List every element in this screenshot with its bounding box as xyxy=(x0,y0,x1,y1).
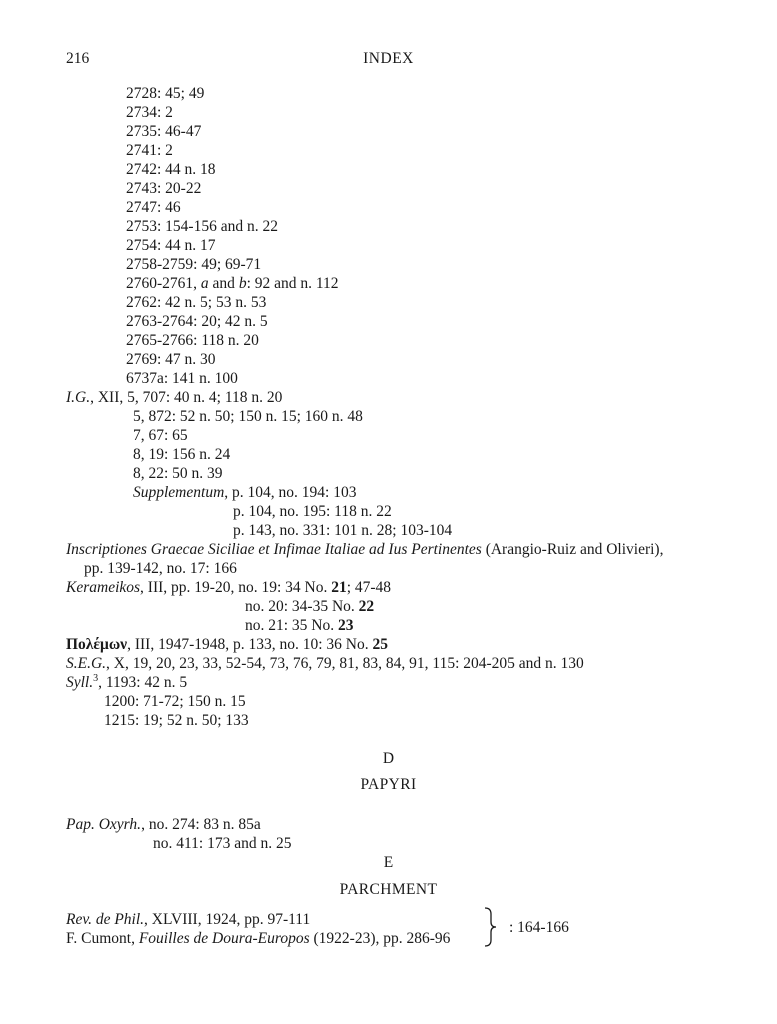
section-title-papyri: PAPYRI xyxy=(360,776,417,793)
index-entry-text: no. 411: 173 and n. 25 xyxy=(153,835,292,852)
index-entry-text: 7, 67: 65 xyxy=(133,427,188,444)
index-entry-text: , 1193: 42 n. 5 xyxy=(98,674,188,691)
index-entry-text: ; 47-48 xyxy=(346,579,392,596)
index-entry xyxy=(66,654,584,673)
section-letter-d: D xyxy=(382,750,395,767)
index-entry xyxy=(104,711,249,730)
index-entry xyxy=(66,540,663,559)
index-entry-text: , p. 104, no. 194: 103 xyxy=(224,484,357,501)
index-entry xyxy=(133,464,223,483)
index-entry xyxy=(245,597,374,616)
index-entry xyxy=(133,426,188,445)
index-entry-text: Kerameikos xyxy=(66,579,141,596)
section-letter-e: E xyxy=(383,854,394,871)
index-entry-text: b xyxy=(238,275,247,292)
index-entry-text: 2758-2759: 49; 69-71 xyxy=(126,256,262,273)
index-entry-text: , III, 1947-1948, p. 133, no. 10: 36 No. xyxy=(127,636,373,653)
index-entry-text: 2762: 42 n. 5; 53 n. 53 xyxy=(126,294,267,311)
index-entry xyxy=(126,369,238,388)
index-entry-text: (Arangio-Ruiz and Olivieri), xyxy=(481,541,664,558)
index-entry-text: Πολέμων xyxy=(66,636,128,653)
index-entry-text: 2763-2764: 20; 42 n. 5 xyxy=(126,313,268,330)
index-entry-text: 2741: 2 xyxy=(126,142,173,159)
index-entry xyxy=(133,407,363,426)
index-entry-text: Fouilles de Doura-Europos xyxy=(138,930,310,947)
index-entry xyxy=(66,815,261,834)
index-entry xyxy=(126,331,259,350)
index-entry-text: 1200: 71-72; 150 n. 15 xyxy=(104,693,246,710)
index-entry-text: 1215: 19; 52 n. 50; 133 xyxy=(104,712,249,729)
index-entry xyxy=(66,578,391,597)
index-entry xyxy=(66,910,310,929)
index-entry-text: 2754: 44 n. 17 xyxy=(126,237,216,254)
index-entry xyxy=(133,445,230,464)
index-entry-text: 8, 22: 50 n. 39 xyxy=(133,465,223,482)
index-entry xyxy=(126,293,266,312)
section-title-parchment: PARCHMENT xyxy=(339,881,438,898)
index-entry xyxy=(126,198,181,217)
index-entry-text: 2743: 20-22 xyxy=(126,180,202,197)
index-entry-text: F. Cumont, xyxy=(66,930,139,947)
index-entry-text: no. 21: 35 No. xyxy=(245,617,338,634)
index-entry-text: , III, pp. 19-20, no. 19: 34 No. xyxy=(140,579,332,596)
index-entry xyxy=(245,616,354,635)
index-entry-text: , X, 19, 20, 23, 33, 52-54, 73, 76, 79, 81, 83, 84, 91, 115: 204-205 and n. 130 xyxy=(106,655,584,672)
page-number: 216 xyxy=(66,50,90,67)
index-entry xyxy=(153,834,292,853)
index-entry-text: Supplementum xyxy=(133,484,225,501)
index-entry-text: a xyxy=(200,275,209,292)
index-entry-text: 25 xyxy=(372,636,388,653)
index-entry-text: and xyxy=(208,275,239,292)
index-entry xyxy=(66,635,388,654)
index-entry-text: , no. 274: 83 n. 85a xyxy=(141,816,261,833)
index-entry xyxy=(66,388,282,407)
index-entry xyxy=(126,122,201,141)
index-entry-text: pp. 139-142, no. 17: 166 xyxy=(84,560,237,577)
index-entry xyxy=(126,160,216,179)
index-entry-text: S.E.G. xyxy=(66,655,107,672)
index-entry xyxy=(66,929,450,948)
index-entry xyxy=(233,521,452,540)
index-entry xyxy=(126,84,204,103)
index-entry xyxy=(126,179,201,198)
index-entry-text: 6737a: 141 n. 100 xyxy=(126,370,238,387)
running-title: INDEX xyxy=(363,50,414,67)
index-entry xyxy=(509,918,569,937)
index-entry-text: 2765-2766: 118 n. 20 xyxy=(126,332,259,349)
index-entry xyxy=(126,274,339,293)
index-entry-text: 2735: 46-47 xyxy=(126,123,202,140)
index-entry xyxy=(66,673,187,692)
index-entry xyxy=(104,692,246,711)
curly-brace xyxy=(482,906,500,948)
index-entry xyxy=(126,312,268,331)
index-entry-text: Syll. xyxy=(66,674,94,691)
index-entry-text: p. 104, no. 195: 118 n. 22 xyxy=(233,503,392,520)
index-entry-text: 2728: 45; 49 xyxy=(126,85,205,102)
index-entry xyxy=(126,350,216,369)
index-entry-text: 2769: 47 n. 30 xyxy=(126,351,216,368)
index-entry-text: , XLVIII, 1924, pp. 97-111 xyxy=(144,911,311,928)
index-entry-text: p. 143, no. 331: 101 n. 28; 103-104 xyxy=(233,522,453,539)
index-entry-text: 22 xyxy=(358,598,375,615)
index-entry-text: : 92 and n. 112 xyxy=(246,275,339,292)
index-entry-text: 2747: 46 xyxy=(126,199,181,216)
index-entry-text: 2742: 44 n. 18 xyxy=(126,161,216,178)
index-entry xyxy=(126,236,216,255)
index-entry-text: Inscriptiones Graecae Siciliae et Infimae Italiae ad Ius Pertinentes xyxy=(66,541,482,558)
index-entry-text: no. 20: 34-35 No. xyxy=(245,598,359,615)
index-entry-text: I.G. xyxy=(66,389,91,406)
index-entry xyxy=(126,255,261,274)
index-entry xyxy=(84,559,237,578)
index-entry-text: Rev. de Phil. xyxy=(66,911,145,928)
index-entry-text: 23 xyxy=(338,617,354,634)
index-entry-text: 2734: 2 xyxy=(126,104,173,121)
index-entry xyxy=(126,217,278,236)
index-entry xyxy=(126,103,173,122)
index-entry xyxy=(133,483,356,502)
index-entry-text: 2753: 154-156 and n. 22 xyxy=(126,218,278,235)
page-header xyxy=(0,50,777,72)
index-entry-text: 21 xyxy=(331,579,347,596)
index-entry-text: (1922-23), pp. 286-96 xyxy=(309,930,451,947)
index-entry-text: 3 xyxy=(93,672,99,684)
index-entry-text: , XII, 5, 707: 40 n. 4; 118 n. 20 xyxy=(90,389,283,406)
index-entry-text: 8, 19: 156 n. 24 xyxy=(133,446,231,463)
index-entry-text: 5, 872: 52 n. 50; 150 n. 15; 160 n. 48 xyxy=(133,408,363,425)
index-entry xyxy=(126,141,173,160)
index-entry-text: Pap. Oxyrh. xyxy=(66,816,142,833)
index-entry-text: : 164-166 xyxy=(509,919,569,936)
index-entry xyxy=(233,502,392,521)
index-entry-text: 2760-2761, xyxy=(126,275,201,292)
